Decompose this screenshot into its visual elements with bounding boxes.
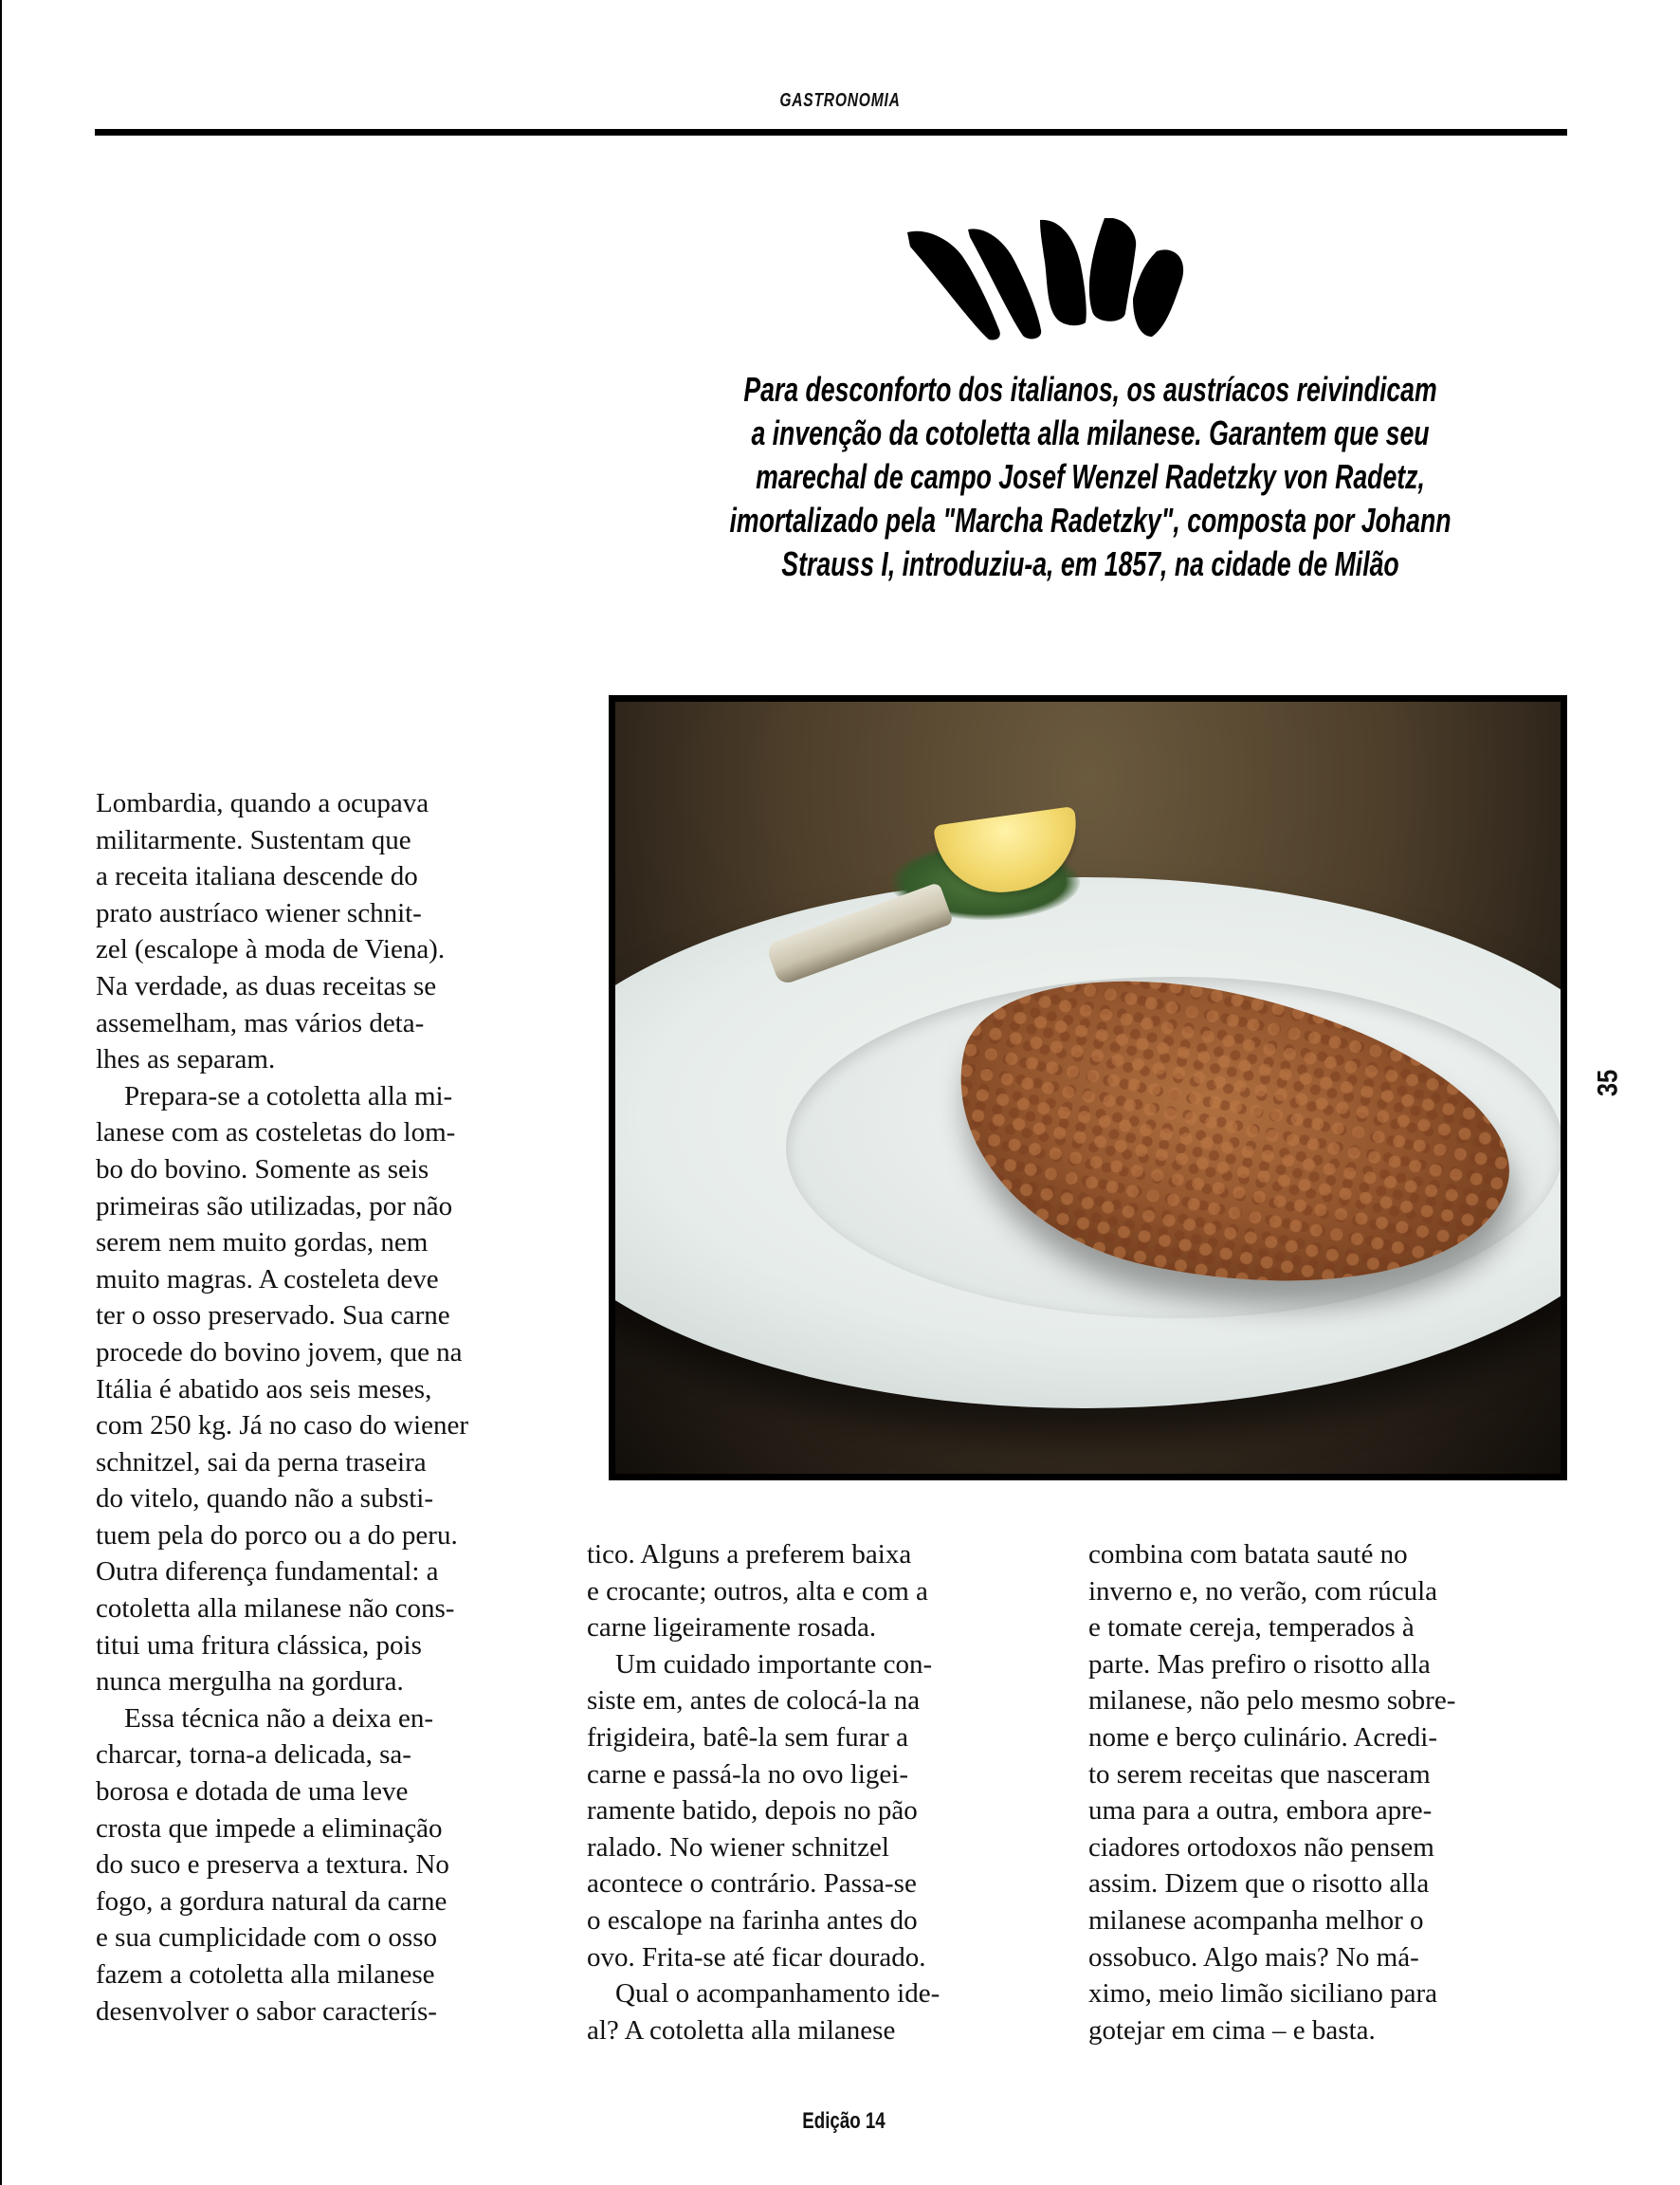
article-line: desenvolver o sabor caracterís-	[96, 1995, 437, 2027]
article-line: al? A cotoletta alla milanese	[587, 2014, 896, 2046]
pull-quote	[597, 368, 1583, 586]
article-line: bo do bovino. Somente as seis	[96, 1153, 429, 1184]
brush-strokes-icon	[905, 218, 1228, 346]
edition-footer: Edição 14	[802, 2108, 886, 2134]
article-line: Lombardia, quando a ocupava	[96, 788, 429, 818]
article-line: o escalope na farinha antes do	[587, 1904, 918, 1936]
article-line: e crocante; outros, alta e com a	[587, 1575, 928, 1607]
article-line: charcar, torna-a delicada, sa-	[96, 1739, 411, 1771]
pull-quote-line: marechal de campo Josef Wenzel Radetzky von Radetz,	[756, 457, 1425, 496]
article-line: e tomate cereja, temperados à	[1088, 1612, 1415, 1643]
article-line: crosta que impede a eliminação	[96, 1812, 443, 1844]
article-line: assemelham, mas vários deta-	[96, 1007, 425, 1038]
article-line: ximo, meio limão siciliano para	[1088, 1978, 1438, 2010]
article-line: titui uma fritura clássica, pois	[96, 1629, 422, 1661]
article-line: carne e passá-la no ovo ligei-	[587, 1758, 908, 1790]
pull-quote-line: imortalizado pela "Marcha Radetzky", composta por Johann	[729, 501, 1452, 540]
article-line: tuem pela do porco ou a do peru.	[96, 1519, 458, 1551]
article-line: do suco e preserva a textura. No	[96, 1849, 449, 1881]
article-line: ossobuco. Algo mais? No má-	[1088, 1941, 1419, 1973]
page-number: 35	[1592, 1069, 1624, 1097]
article-line: ter o osso preservado. Sua carne	[96, 1300, 450, 1331]
article-line: lhes as separam.	[96, 1044, 276, 1075]
article-line: schnitzel, sai da perna traseira	[96, 1446, 427, 1478]
page-edge	[0, 0, 2, 2185]
article-line: prato austríaco wiener schnit-	[96, 897, 422, 928]
article-line: tico. Alguns a preferem baixa	[587, 1539, 912, 1570]
article-line: assim. Dizem que o risotto alla	[1088, 1868, 1430, 1900]
article-column-2	[587, 1536, 1061, 2048]
article-column-3	[1088, 1536, 1562, 2048]
article-line: ovo. Frita-se até ficar dourado.	[587, 1941, 926, 1973]
article-line: Prepara-se a cotoletta alla mi-	[124, 1080, 453, 1111]
header-rule	[95, 129, 1567, 136]
article-column-1	[96, 785, 570, 2029]
article-line: frigideira, batê-la sem furar a	[587, 1721, 908, 1753]
section-label: GASTRONOMIA	[779, 90, 901, 111]
pull-quote-line: Strauss I, introduziu-a, em 1857, na cidade de Milão	[781, 544, 1399, 583]
article-line: zel (escalope à moda de Viena).	[96, 934, 446, 965]
article-line: carne ligeiramente rosada.	[587, 1612, 877, 1643]
article-line: do vitelo, quando não a substi-	[96, 1483, 434, 1515]
article-line: primeiras são utilizadas, por não	[96, 1190, 453, 1221]
article-line: muito magras. A costeleta deve	[96, 1263, 439, 1294]
article-line: ciadores ortodoxos não pensem	[1088, 1831, 1434, 1863]
article-line: procede do bovino jovem, que na	[96, 1336, 463, 1368]
article-line: combina com batata sauté no	[1088, 1539, 1408, 1570]
article-line: uma para a outra, embora apre-	[1088, 1795, 1433, 1827]
article-line: acontece o contrário. Passa-se	[587, 1868, 917, 1900]
article-line: to serem receitas que nasceram	[1088, 1758, 1431, 1790]
article-line: Um cuidado importante con-	[615, 1648, 933, 1680]
article-line: com 250 kg. Já no caso do wiener	[96, 1410, 469, 1441]
article-line: a receita italiana descende do	[96, 861, 418, 892]
article-line: fogo, a gordura natural da carne	[96, 1885, 447, 1917]
article-line: fazem a cotoletta alla milanese	[96, 1959, 435, 1990]
article-line: ralado. No wiener schnitzel	[587, 1831, 889, 1863]
article-line: militarmente. Sustentam que	[96, 824, 411, 855]
article-line: lanese com as costeletas do lom-	[96, 1117, 456, 1148]
article-line: parte. Mas prefiro o risotto alla	[1088, 1648, 1431, 1680]
article-line: e sua cumplicidade com o osso	[96, 1922, 437, 1954]
article-line: Na verdade, as duas receitas se	[96, 970, 437, 1001]
article-line: cotoletta alla milanese não cons-	[96, 1593, 455, 1625]
article-line: milanese acompanha melhor o	[1088, 1904, 1424, 1936]
article-line: inverno e, no verão, com rúcula	[1088, 1575, 1437, 1607]
article-line: nunca mergulha na gordura.	[96, 1666, 404, 1698]
article-line: Itália é abatido aos seis meses,	[96, 1373, 432, 1405]
article-line: nome e berço culinário. Acredi-	[1088, 1721, 1437, 1753]
article-line: gotejar em cima – e basta.	[1088, 2014, 1376, 2046]
article-line: siste em, antes de colocá-la na	[587, 1685, 921, 1717]
article-line: borosa e dotada de uma leve	[96, 1776, 409, 1808]
article-line: Outra diferença fundamental: a	[96, 1556, 439, 1588]
article-line: milanese, não pelo mesmo sobre-	[1088, 1685, 1456, 1717]
cotoletta-photo	[609, 695, 1567, 1480]
pull-quote-line: Para desconforto dos italianos, os austríacos reivindicam	[743, 370, 1437, 409]
article-line: serem nem muito gordas, nem	[96, 1227, 429, 1258]
article-line: ramente batido, depois no pão	[587, 1795, 918, 1827]
article-line: Qual o acompanhamento ide-	[615, 1978, 940, 2010]
pull-quote-line: a invenção da cotoletta alla milanese. Garantem que seu	[751, 413, 1430, 452]
article-line: Essa técnica não a deixa en-	[124, 1702, 434, 1734]
